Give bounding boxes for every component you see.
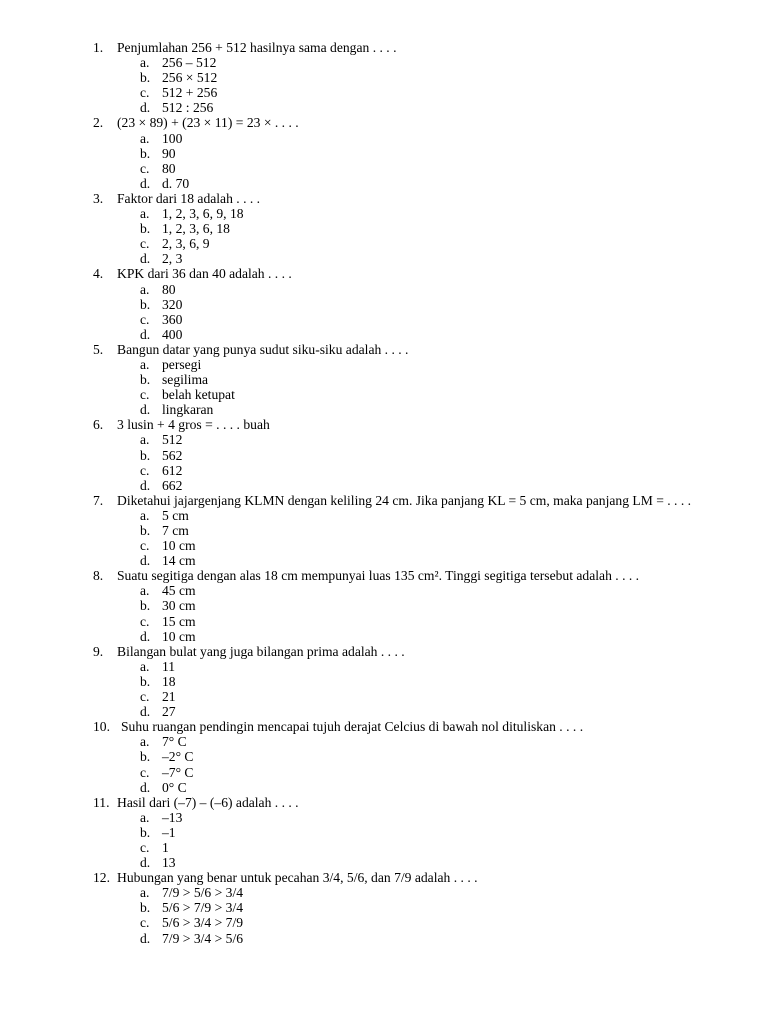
option-text: –7° C <box>162 764 194 780</box>
answer-option <box>0 131 768 146</box>
option-letter: d. <box>140 175 151 191</box>
option-list <box>0 432 768 492</box>
option-text: 90 <box>162 145 176 161</box>
question-text: Suhu ruangan pendingin mencapai tujuh derajat Celcius di bawah nol dituliskan . . . . <box>121 719 584 735</box>
answer-option <box>0 146 768 161</box>
option-letter: b. <box>140 447 151 463</box>
option-list <box>0 810 768 870</box>
answer-option <box>0 161 768 176</box>
option-text: 11 <box>162 658 176 674</box>
option-letter: d. <box>140 100 151 116</box>
option-letter: a. <box>140 507 150 523</box>
answer-option <box>0 432 768 447</box>
option-text: 5 cm <box>162 507 189 523</box>
option-letter: c. <box>140 311 150 327</box>
option-text: 100 <box>162 130 183 146</box>
option-text: 360 <box>162 311 183 327</box>
option-letter: c. <box>140 764 150 780</box>
option-letter: d. <box>140 855 151 871</box>
question-text: Diketahui jajargenjang KLMN dengan keliling 24 cm. Jika panjang KL = 5 cm, maka panjang LM = . . . . <box>117 492 692 508</box>
question-block <box>0 342 768 417</box>
answer-option <box>0 327 768 342</box>
answer-option <box>0 659 768 674</box>
option-text: 1 <box>162 839 169 855</box>
option-list <box>0 659 768 719</box>
option-text: –13 <box>162 809 183 825</box>
option-text: 80 <box>162 281 176 297</box>
option-letter: b. <box>140 70 151 86</box>
option-text: lingkaran <box>162 402 214 418</box>
option-letter: c. <box>140 613 150 629</box>
option-text: 15 cm <box>162 613 196 629</box>
answer-option <box>0 855 768 870</box>
option-text: 5/6 > 3/4 > 7/9 <box>162 915 244 931</box>
answer-option <box>0 85 768 100</box>
answer-option <box>0 583 768 598</box>
question-number: 9. <box>93 643 104 659</box>
question-text: Bilangan bulat yang juga bilangan prima adalah . . . . <box>117 643 405 659</box>
question-text: Faktor dari 18 adalah . . . . <box>117 190 261 206</box>
option-letter: d. <box>140 628 151 644</box>
option-letter: a. <box>140 809 150 825</box>
option-text: 10 cm <box>162 538 196 554</box>
option-letter: d. <box>140 553 151 569</box>
option-text: 7/9 > 3/4 > 5/6 <box>162 930 244 946</box>
option-text: 256 × 512 <box>162 70 218 86</box>
question-stem <box>0 115 697 130</box>
option-text: segilima <box>162 372 209 388</box>
question-text: Hasil dari (–7) – (–6) adalah . . . . <box>117 794 299 810</box>
option-letter: a. <box>140 885 150 901</box>
question-stem <box>0 719 697 734</box>
answer-option <box>0 825 768 840</box>
option-letter: c. <box>140 915 150 931</box>
question-text: Bangun datar yang punya sudut siku-siku adalah . . . . <box>117 341 409 357</box>
question-number: 5. <box>93 341 104 357</box>
option-text: 14 cm <box>162 553 196 569</box>
answer-option <box>0 523 768 538</box>
answer-option <box>0 312 768 327</box>
option-text: 662 <box>162 477 183 493</box>
option-list <box>0 55 768 115</box>
answer-option <box>0 402 768 417</box>
option-letter: b. <box>140 749 151 765</box>
answer-option <box>0 100 768 115</box>
option-letter: c. <box>140 839 150 855</box>
answer-option <box>0 508 768 523</box>
question-block <box>0 493 768 568</box>
answer-option <box>0 765 768 780</box>
option-text: 562 <box>162 447 183 463</box>
question-block <box>0 115 768 190</box>
question-number: 7. <box>93 492 104 508</box>
answer-option <box>0 463 768 478</box>
option-letter: d. <box>140 251 151 267</box>
option-letter: a. <box>140 55 150 71</box>
option-text: 2, 3 <box>162 251 183 267</box>
question-number: 8. <box>93 568 104 584</box>
question-block <box>0 568 768 643</box>
option-text: 7° C <box>162 734 187 750</box>
answer-option <box>0 70 768 85</box>
question-text: (23 × 89) + (23 × 11) = 23 × . . . . <box>117 115 299 131</box>
answer-option <box>0 297 768 312</box>
option-text: 1, 2, 3, 6, 9, 18 <box>162 206 244 222</box>
answer-option <box>0 553 768 568</box>
question-number: 1. <box>93 40 104 55</box>
option-text: 0° C <box>162 779 187 795</box>
option-letter: c. <box>140 85 150 101</box>
answer-option <box>0 251 768 266</box>
question-number: 10. <box>93 719 110 735</box>
option-text: 612 <box>162 462 183 478</box>
option-text: 400 <box>162 326 183 342</box>
question-number: 2. <box>93 115 104 131</box>
question-stem <box>0 568 697 583</box>
option-list <box>0 734 768 794</box>
question-number: 11. <box>93 794 110 810</box>
answer-option <box>0 614 768 629</box>
option-letter: a. <box>140 356 150 372</box>
option-letter: b. <box>140 372 151 388</box>
question-number: 6. <box>93 417 104 433</box>
option-letter: b. <box>140 523 151 538</box>
option-text: 80 <box>162 160 176 176</box>
question-block <box>0 266 768 341</box>
option-letter: d. <box>140 402 151 418</box>
option-letter: b. <box>140 673 151 689</box>
option-letter: c. <box>140 538 150 554</box>
option-letter: a. <box>140 130 150 146</box>
option-letter: a. <box>140 734 150 750</box>
answer-option <box>0 915 768 930</box>
option-list <box>0 282 768 342</box>
option-letter: d. <box>140 704 151 720</box>
option-text: 13 <box>162 855 176 871</box>
answer-option <box>0 629 768 644</box>
option-letter: c. <box>140 160 150 176</box>
answer-option <box>0 689 768 704</box>
option-text: 18 <box>162 673 176 689</box>
question-stem <box>0 644 697 659</box>
answer-option <box>0 885 768 900</box>
option-text: 512 + 256 <box>162 85 218 101</box>
question-list <box>0 40 768 946</box>
option-letter: d. <box>140 930 151 946</box>
answer-option <box>0 55 768 70</box>
option-letter: a. <box>140 281 150 297</box>
option-text: d. 70 <box>162 175 190 191</box>
question-number: 3. <box>93 190 104 206</box>
answer-option <box>0 749 768 764</box>
question-text: Penjumlahan 256 + 512 hasilnya sama dengan . . . . <box>117 40 397 55</box>
question-number: 4. <box>93 266 104 282</box>
question-stem <box>0 266 697 281</box>
answer-option <box>0 674 768 689</box>
question-block <box>0 40 768 115</box>
answer-option <box>0 282 768 297</box>
answer-option <box>0 704 768 719</box>
option-text: 512 <box>162 432 183 448</box>
option-letter: c. <box>140 689 150 705</box>
question-stem <box>0 795 697 810</box>
answer-option <box>0 840 768 855</box>
option-letter: c. <box>140 387 150 403</box>
option-text: 7 cm <box>162 523 189 538</box>
question-text: Suatu segitiga dengan alas 18 cm mempunyai luas 135 cm². Tinggi segitiga tersebut adalah . . . . <box>117 568 640 584</box>
option-text: –2° C <box>162 749 194 765</box>
option-letter: c. <box>140 462 150 478</box>
option-text: 27 <box>162 704 176 720</box>
answer-option <box>0 810 768 825</box>
option-text: 2, 3, 6, 9 <box>162 236 210 252</box>
question-block <box>0 870 768 945</box>
option-text: 7/9 > 5/6 > 3/4 <box>162 885 244 901</box>
option-text: 512 : 256 <box>162 100 214 116</box>
answer-option <box>0 176 768 191</box>
question-stem <box>0 870 697 885</box>
option-letter: a. <box>140 206 150 222</box>
option-text: 45 cm <box>162 583 196 599</box>
question-text: 3 lusin + 4 gros = . . . . buah <box>117 417 270 433</box>
option-text: 256 – 512 <box>162 55 217 71</box>
question-stem <box>0 342 697 357</box>
answer-option <box>0 931 768 946</box>
option-letter: b. <box>140 145 151 161</box>
option-letter: c. <box>140 236 150 252</box>
option-text: 1, 2, 3, 6, 18 <box>162 221 230 237</box>
answer-option <box>0 448 768 463</box>
answer-option <box>0 372 768 387</box>
option-letter: b. <box>140 900 151 916</box>
answer-option <box>0 734 768 749</box>
option-list <box>0 508 768 568</box>
option-text: 320 <box>162 296 183 312</box>
answer-option <box>0 236 768 251</box>
option-text: 21 <box>162 689 176 705</box>
question-block <box>0 795 768 870</box>
option-letter: b. <box>140 598 151 614</box>
answer-option <box>0 900 768 915</box>
option-text: 30 cm <box>162 598 196 614</box>
question-block <box>0 719 768 794</box>
question-block <box>0 417 768 492</box>
answer-option <box>0 387 768 402</box>
question-number: 12. <box>93 870 110 886</box>
option-list <box>0 206 768 266</box>
option-letter: d. <box>140 326 151 342</box>
option-letter: a. <box>140 583 150 599</box>
option-letter: a. <box>140 658 150 674</box>
question-stem <box>0 417 697 432</box>
option-list <box>0 885 768 945</box>
option-list <box>0 131 768 191</box>
answer-option <box>0 478 768 493</box>
answer-option <box>0 357 768 372</box>
question-stem <box>0 40 697 55</box>
option-letter: b. <box>140 296 151 312</box>
option-letter: b. <box>140 824 151 840</box>
answer-option <box>0 206 768 221</box>
option-list <box>0 357 768 417</box>
question-stem <box>0 493 697 508</box>
option-letter: d. <box>140 477 151 493</box>
question-text: Hubungan yang benar untuk pecahan 3/4, 5/6, dan 7/9 adalah . . . . <box>117 870 478 886</box>
option-text: –1 <box>162 824 176 840</box>
answer-option <box>0 221 768 236</box>
question-block <box>0 644 768 719</box>
option-text: persegi <box>162 356 202 372</box>
option-text: belah ketupat <box>162 387 235 403</box>
option-letter: d. <box>140 779 151 795</box>
question-stem <box>0 191 697 206</box>
answer-option <box>0 780 768 795</box>
option-letter: b. <box>140 221 151 237</box>
answer-option <box>0 598 768 613</box>
question-block <box>0 191 768 266</box>
option-text: 5/6 > 7/9 > 3/4 <box>162 900 244 916</box>
question-text: KPK dari 36 dan 40 adalah . . . . <box>117 266 292 282</box>
option-letter: a. <box>140 432 150 448</box>
option-list <box>0 583 768 643</box>
answer-option <box>0 538 768 553</box>
option-text: 10 cm <box>162 628 196 644</box>
